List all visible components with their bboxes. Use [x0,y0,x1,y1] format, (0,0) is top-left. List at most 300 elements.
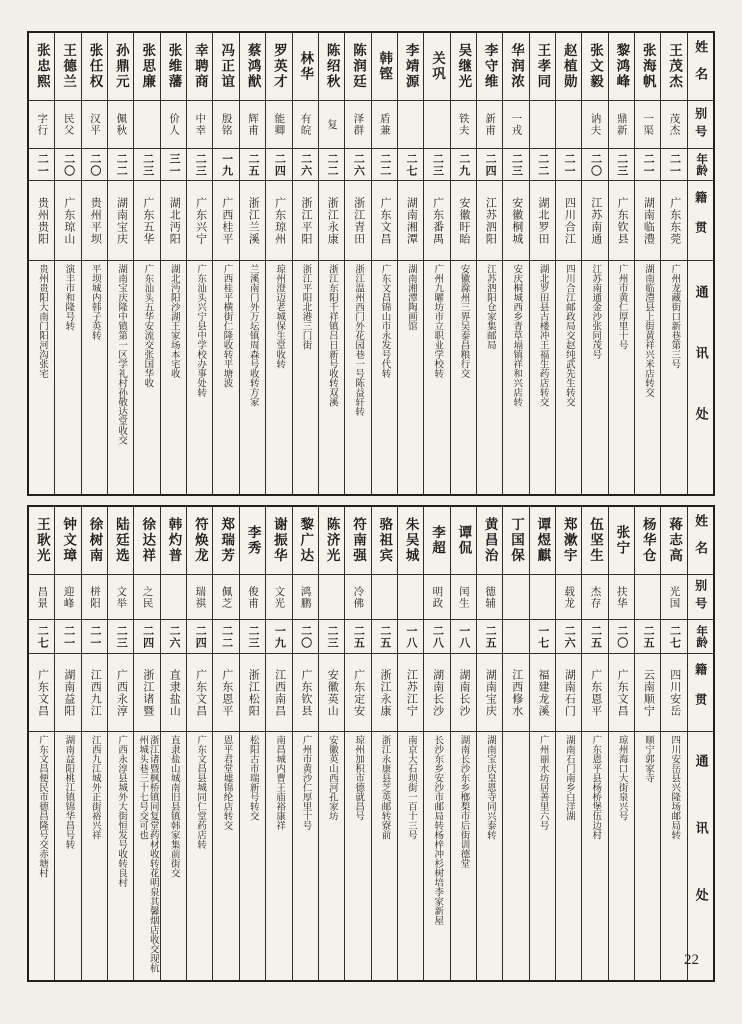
person-name: 伍坚生 [588,517,604,564]
person-alias: 文光 [273,585,285,609]
person-native-place: 广东五华 [141,196,154,245]
address-cell [451,261,476,494]
address-cell [398,732,423,980]
person-column [371,33,397,494]
person-name: 陈绍秋 [324,43,340,90]
person-name: 韩灼普 [166,517,182,564]
alias-cell [29,575,54,620]
person-alias: 汉平 [88,113,100,136]
age-cell [582,620,607,654]
person-native-place: 湖南宝庆 [484,668,497,717]
person-column [160,507,186,980]
row-label-name-text: 姓名 [693,39,709,94]
person-address: 琼州海口大街泉兴号 [616,735,627,821]
name-cell [661,507,686,575]
person-name: 符焕龙 [192,517,208,564]
name-cell [556,33,581,101]
alias-cell [503,101,528,149]
name-cell [161,507,186,575]
person-column [344,33,370,494]
person-age: 二七 [36,624,49,649]
person-name: 符南强 [350,517,366,564]
native-cell [477,654,502,732]
name-cell [293,507,318,575]
name-cell [240,33,265,101]
age-cell [451,620,476,654]
native-cell [345,654,370,732]
person-address: 广州九曜坊市立职业学校转 [432,264,443,378]
alias-cell [240,575,265,620]
person-native-place: 浙江平阳 [299,196,312,245]
row-label-age [688,149,713,181]
person-age: 二七 [405,152,418,177]
person-alias: 殷铭 [220,113,232,136]
native-cell [55,654,80,732]
address-cell [293,261,318,494]
person-name: 谭煜麒 [535,517,551,564]
native-cell [345,181,370,261]
person-name: 陈济光 [324,517,340,564]
person-age: 一九 [220,152,233,177]
person-native-place: 江西南昌 [273,668,286,717]
age-cell [213,149,238,181]
person-column [529,507,555,980]
person-alias: 栟阳 [88,585,100,609]
person-native-place: 安徽英山 [326,668,339,717]
person-column [29,507,54,980]
person-column [423,507,449,980]
alias-cell [240,101,265,149]
row-label-native-text: 籍贯 [693,190,708,251]
name-cell [372,33,397,101]
person-address: 兰溪南门外万坛镇周森号收转方家 [247,264,258,407]
age-cell [82,620,107,654]
address-cell [635,732,660,980]
alias-cell [266,101,291,149]
person-native-place: 安徽桐城 [510,196,523,245]
alias-cell [55,575,80,620]
person-column [265,33,291,494]
age-cell [29,620,54,654]
person-column [292,507,318,980]
address-cell [82,732,107,980]
native-cell [266,654,291,732]
address-cell [635,261,660,494]
native-cell [582,654,607,732]
native-cell [477,181,502,261]
address-cell [134,261,159,494]
alias-cell [530,101,555,149]
person-address: 湖南宝庆皇恩寺同兴泰转 [484,735,495,840]
person-native-place: 贵州平坝 [89,196,102,245]
native-cell [503,654,528,732]
person-name: 张忠熙 [34,43,50,90]
address-cell [161,261,186,494]
person-column [371,507,397,980]
person-alias: 明政 [431,585,443,609]
person-address: 四川合江邮政局交赵纯武先生转交 [563,264,574,407]
person-column [81,33,107,494]
address-cell [240,261,265,494]
person-alias: 民父 [62,113,74,136]
person-native-place: 湖南宝庆 [115,196,128,245]
person-column [660,507,686,980]
person-address: 广州市黄仁厚里十号 [616,264,627,350]
age-cell [82,149,107,181]
alias-cell [134,575,159,620]
row-label-age [688,620,713,654]
person-age: 二〇 [88,152,101,177]
native-cell [29,181,54,261]
person-age: 二一 [88,624,101,649]
address-cell [424,732,449,980]
person-alias: 价人 [167,113,179,136]
person-age: 一七 [536,624,549,649]
address-cell [108,261,133,494]
person-alias: 德辅 [484,585,496,609]
person-address: 湖北罗田县古楼冲王福生药店转交 [537,264,548,407]
name-cell [266,507,291,575]
person-native-place: 浙江兰溪 [247,196,260,245]
name-cell [29,33,54,101]
person-name: 华润浓 [509,43,524,90]
alias-cell [530,575,555,620]
name-cell [424,33,449,101]
person-alias: 能卿 [273,113,285,136]
name-cell [451,507,476,575]
row-label-alias-text: 别号 [693,579,708,615]
person-column [397,507,423,980]
person-name: 张海帆 [640,43,656,90]
person-alias: 一戎 [510,113,522,136]
person-alias: 中幸 [194,113,206,136]
name-cell [451,33,476,101]
address-cell [319,732,344,980]
row-label-address [688,261,713,491]
age-cell [530,149,555,181]
person-column [186,507,212,980]
person-name: 王耿光 [34,517,50,564]
person-column [476,507,502,980]
name-cell [213,33,238,101]
person-column [239,33,265,494]
person-alias: 鸿鹏 [299,585,311,609]
alias-cell [635,101,660,149]
native-cell [134,654,159,732]
native-cell [556,654,581,732]
address-cell [477,261,502,494]
person-address: 广州龙藏街口新巷第三号 [669,264,680,369]
alias-cell [319,101,344,149]
name-cell [530,33,555,101]
person-age: 一八 [405,624,418,649]
person-alias: 复 [326,118,338,131]
person-native-place: 直隶盐山 [168,668,181,717]
person-alias: 盾兼 [378,113,390,136]
person-native-place: 广东文昌 [36,668,49,717]
name-cell [82,33,107,101]
person-age: 二五 [642,624,655,649]
age-cell [319,149,344,181]
native-cell [161,181,186,261]
person-native-place: 浙江松阳 [247,668,260,717]
person-name: 陈润廷 [350,43,366,90]
native-cell [530,654,555,732]
native-cell [582,181,607,261]
directory-table-top [27,31,715,496]
age-cell [635,149,660,181]
address-cell [213,261,238,494]
name-cell [319,33,344,101]
address-cell [187,261,212,494]
address-cell [266,732,291,980]
native-cell [213,181,238,261]
person-age: 二〇 [299,624,312,649]
person-column [581,507,607,980]
name-cell [319,507,344,575]
person-native-place: 浙江永康 [326,196,339,245]
person-age: 二二 [220,624,233,649]
person-address: 广州市黄沙仁厚里十号 [300,735,311,830]
alias-cell [424,575,449,620]
name-cell [161,33,186,101]
person-name: 钟文璋 [61,517,77,564]
person-name: 李超 [429,525,445,556]
name-cell [635,33,660,101]
person-age: 二四 [141,624,154,649]
row-label-native [688,181,713,261]
person-name: 谢振华 [271,517,287,564]
page-number: 22 [684,952,699,968]
person-age: 二七 [668,624,681,649]
address-cell [582,732,607,980]
person-age: 二四 [273,152,286,177]
alias-cell [556,575,581,620]
person-native-place: 广东钦县 [299,668,312,717]
person-address: 广东文昌锦山市永发号代转 [379,264,390,378]
person-age: 二二 [115,152,128,177]
row-label-address-text: 通讯处 [693,754,709,955]
alias-cell [161,575,186,620]
person-name: 蒋志高 [667,517,683,564]
name-cell [187,33,212,101]
alias-cell [424,101,449,149]
name-cell [609,507,634,575]
alias-cell [398,575,423,620]
name-cell [661,33,686,101]
person-age: 二六 [299,152,312,177]
alias-cell [187,101,212,149]
alias-cell [398,101,423,149]
person-age: 二二 [378,152,391,177]
person-native-place: 浙江诸暨 [141,668,154,717]
person-alias: 有皖 [299,113,311,136]
header-column [687,507,713,980]
person-name: 张文毅 [588,43,604,90]
alias-cell [451,101,476,149]
person-age: 二〇 [589,152,602,177]
person-address: 琼州澄迈老城保生堂收转 [274,264,285,369]
native-cell [293,654,318,732]
alias-cell [635,575,660,620]
person-alias: 俊甫 [246,585,258,609]
person-column [133,507,159,980]
name-cell [477,507,502,575]
native-cell [293,181,318,261]
address-cell [661,732,686,980]
person-column [476,33,502,494]
age-cell [161,149,186,181]
person-column [160,33,186,494]
person-age: 二〇 [615,624,628,649]
person-name: 吴继光 [456,43,472,90]
native-cell [372,181,397,261]
person-age: 二一 [642,152,655,177]
person-native-place: 江苏泗阳 [484,196,497,245]
name-cell [293,33,318,101]
person-age: 一八 [457,624,470,649]
age-cell [372,620,397,654]
person-native-place: 湖南益阳 [62,668,75,717]
person-address: 广州丽水坊居善里六号 [537,735,548,830]
alias-cell [345,575,370,620]
age-cell [609,149,634,181]
address-cell [187,732,212,980]
row-label-address [688,732,713,977]
person-age: 二一 [668,152,681,177]
person-alias: 昌景 [36,585,48,609]
person-age: 二五 [378,624,391,649]
alias-cell [82,101,107,149]
person-age: 二一 [563,152,576,177]
name-cell [503,33,528,101]
address-cell [134,732,159,980]
header-column [687,33,713,494]
person-native-place: 广东定安 [352,668,365,717]
person-address: 湖南湘潭陶画馆 [405,264,416,331]
person-native-place: 广东文昌 [616,668,629,717]
age-cell [293,149,318,181]
native-cell [635,654,660,732]
person-age: 二三 [246,624,259,649]
age-cell [240,620,265,654]
age-cell [161,620,186,654]
native-cell [319,181,344,261]
person-age: 二三 [194,152,207,177]
person-address: 浙江诸暨枫桥镇同复堂药材收转花明泉其馨烟店收交现杭州城头巷三十七号交可也 [137,735,158,973]
person-native-place: 浙江青田 [352,196,365,245]
age-cell [345,149,370,181]
person-column [318,33,344,494]
age-cell [187,620,212,654]
row-label-native [688,654,713,732]
person-native-place: 福建龙溪 [537,668,550,717]
person-age: 一九 [273,624,286,649]
person-native-place: 广东琼州 [273,196,286,245]
person-address: 松阳古市瑞新号转交 [247,735,258,821]
address-cell [609,732,634,980]
person-column [133,33,159,494]
age-cell [319,620,344,654]
alias-cell [451,575,476,620]
name-cell [424,507,449,575]
person-native-place: 湖南长沙 [458,668,470,717]
row-label-address-text: 通讯处 [693,284,709,468]
alias-cell [161,101,186,149]
age-cell [29,149,54,181]
name-cell [82,507,107,575]
person-native-place: 浙江永康 [378,668,391,717]
person-name: 骆祖宾 [377,517,393,564]
name-cell [477,33,502,101]
person-name: 丁国保 [509,517,524,564]
alias-cell [213,575,238,620]
alias-cell [661,575,686,620]
alias-cell [556,101,581,149]
person-native-place: 湖北罗田 [537,196,550,245]
age-cell [240,149,265,181]
person-alias: 新甫 [484,113,496,136]
person-column [239,507,265,980]
age-cell [398,620,423,654]
address-cell [161,732,186,980]
person-alias: 鼎新 [615,113,627,136]
person-native-place: 湖南临澧 [642,196,655,245]
person-native-place: 湖北沔阳 [168,196,181,245]
person-alias: 佩秋 [115,113,127,136]
person-age: 二三 [141,152,154,177]
person-native-place: 广东恩平 [220,668,233,717]
person-name: 李秀 [245,525,261,556]
native-cell [82,181,107,261]
person-age: 二四 [484,152,497,177]
person-address: 湖南临澧县上街黄祥兴米店转交 [642,264,653,397]
person-address: 浙江永康县芝英邮转寮前 [379,735,390,840]
name-cell [213,507,238,575]
person-age: 二一 [62,624,75,649]
person-age: 二九 [457,152,470,177]
name-cell [398,33,423,101]
person-column [660,33,686,494]
alias-cell [293,575,318,620]
age-cell [477,620,502,654]
age-cell [108,149,133,181]
person-age: 二三 [615,152,628,177]
name-cell [187,507,212,575]
native-cell [451,181,476,261]
person-column [581,33,607,494]
person-age: 二五 [589,624,602,649]
name-cell [609,33,634,101]
person-alias: 杰存 [589,585,601,609]
alias-cell [582,101,607,149]
person-native-place: 江西九江 [89,668,102,717]
age-cell [266,620,291,654]
person-address: 安徽英山西河孔家坊 [326,735,337,821]
person-name: 黄昌治 [482,517,498,564]
age-cell [451,149,476,181]
alias-cell [609,101,634,149]
native-cell [187,654,212,732]
address-cell [477,732,502,980]
native-cell [319,654,344,732]
name-cell [345,507,370,575]
native-cell [134,181,159,261]
native-cell [556,181,581,261]
person-alias: 讷夫 [589,113,601,136]
name-cell [372,507,397,575]
person-address: 广西永淳县城外大街恒发号收转良村 [116,735,127,887]
